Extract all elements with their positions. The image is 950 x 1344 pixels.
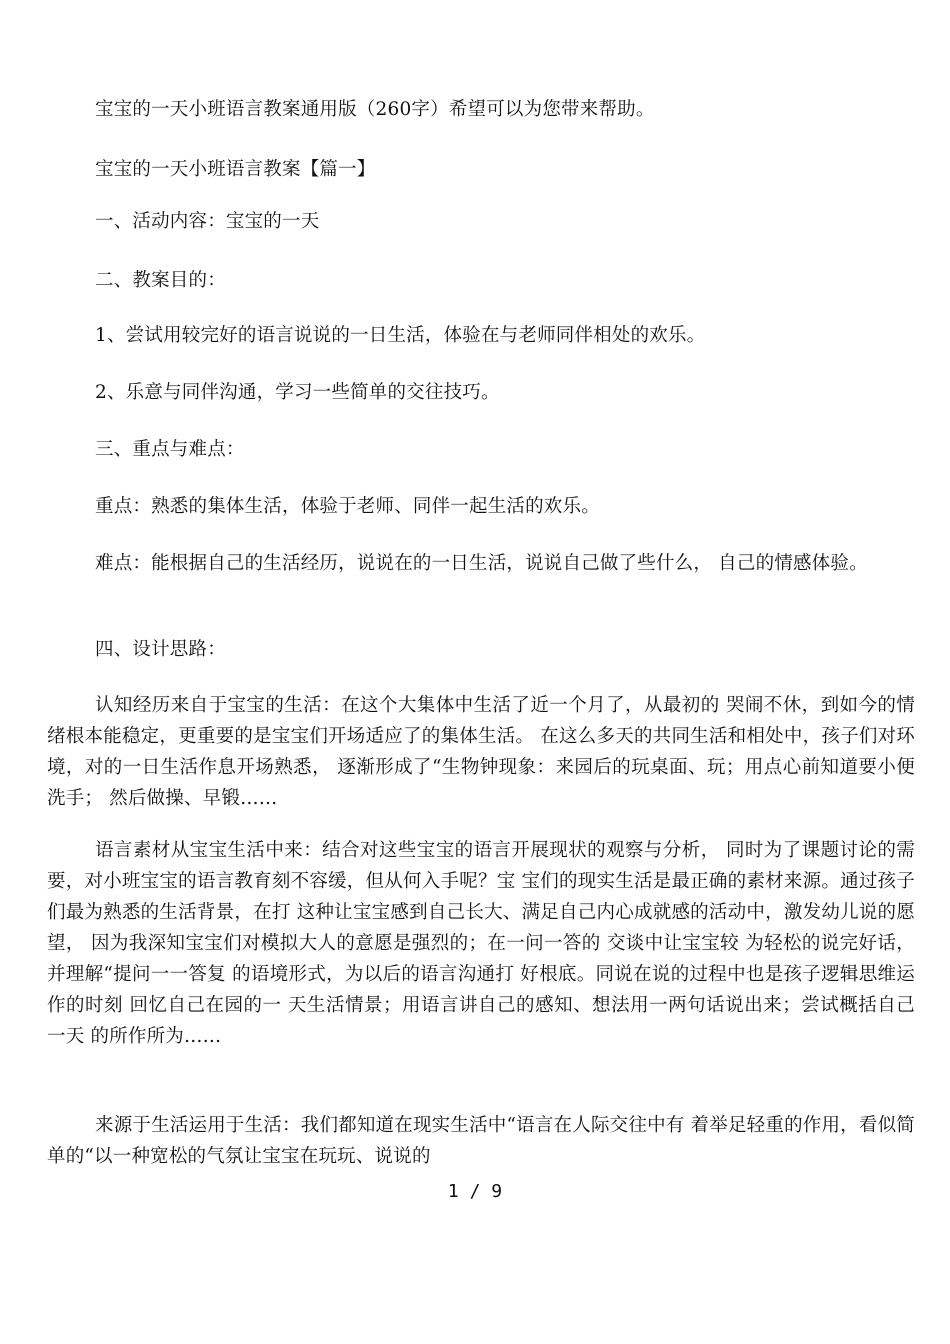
page-number: 1 / 9 [447,1181,503,1202]
key-point-paragraph: 重点：熟悉的集体生活，体验于老师、同伴一起生活的欢乐。 [95,496,600,517]
heading-activity-content: 一、活动内容：宝宝的一天 [95,211,320,232]
intro-paragraph: 宝宝的一天小班语言教案通用版（260字）希望可以为您带来帮助。 [95,99,655,120]
heading-key-points: 三、重点与难点： [95,439,245,460]
design-paragraph-1: 认知经历来自于宝宝的生活：在这个大集体中生活了近一个月了，从最初的 哭闹不休，到如今的情绪根本能稳定，更重要的是宝宝们开场适应了的集体生活。 在这么多天的共同生活和相处中，孩子们对环境，对的一日生活作息开场熟悉， 逐渐形成了“生物钟现象：来园后的玩桌面、玩；用点心前知道要小便洗手； 然后做操、早锻…… [47,695,915,809]
design-paragraph-3: 来源于生活运用于生活：我们都知道在现实生活中“语言在人际交往中有 着举足轻重的作用，看似简单的“以一种宽松的气氛让宝宝在玩玩、说说的 [47,1115,915,1167]
objective-item-2: 2、乐意与同伴沟通，学习一些简单的交往技巧。 [95,382,500,403]
design-paragraph-2: 语言素材从宝宝生活中来：结合对这些宝宝的语言开展现状的观察与分析， 同时为了课题讨论的需要，对小班宝宝的语言教育刻不容缓，但从何入手呢？宝 宝们的现实生活是最正确的素材来源。通过孩子们最为熟悉的生活背景，在打 这种让宝宝感到自己长大、满足自己内心成就感的活动中，激发幼儿说的愿望， 因为我深知宝宝们对模拟大人的意愿是强烈的；在一问一答的 交谈中让宝宝较 为轻松的说完好话，并理解“提问一一答复 的语境形式，为以后的语言沟通打 好根底。同说在说的过程中也是孩子逻辑思维运作的时刻 回忆自己在园的一 天生活情景；用语言讲自己的感知、想法用一两句话说出来；尝试概括自己一天 的所作所为…… [47,840,915,1047]
heading-design-ideas: 四、设计思路： [95,639,226,660]
section-title: 宝宝的一天小班语言教案【篇一】 [95,159,376,180]
objective-item-1: 1、尝试用较完好的语言说说的一日生活，体验在与老师同伴相处的欢乐。 [95,325,706,346]
heading-objectives: 二、教案目的： [95,270,226,291]
difficulty-paragraph: 难点：能根据自己的生活经历，说说在的一日生活，说说自己做了些什么， 自己的情感体验。 [95,553,868,574]
